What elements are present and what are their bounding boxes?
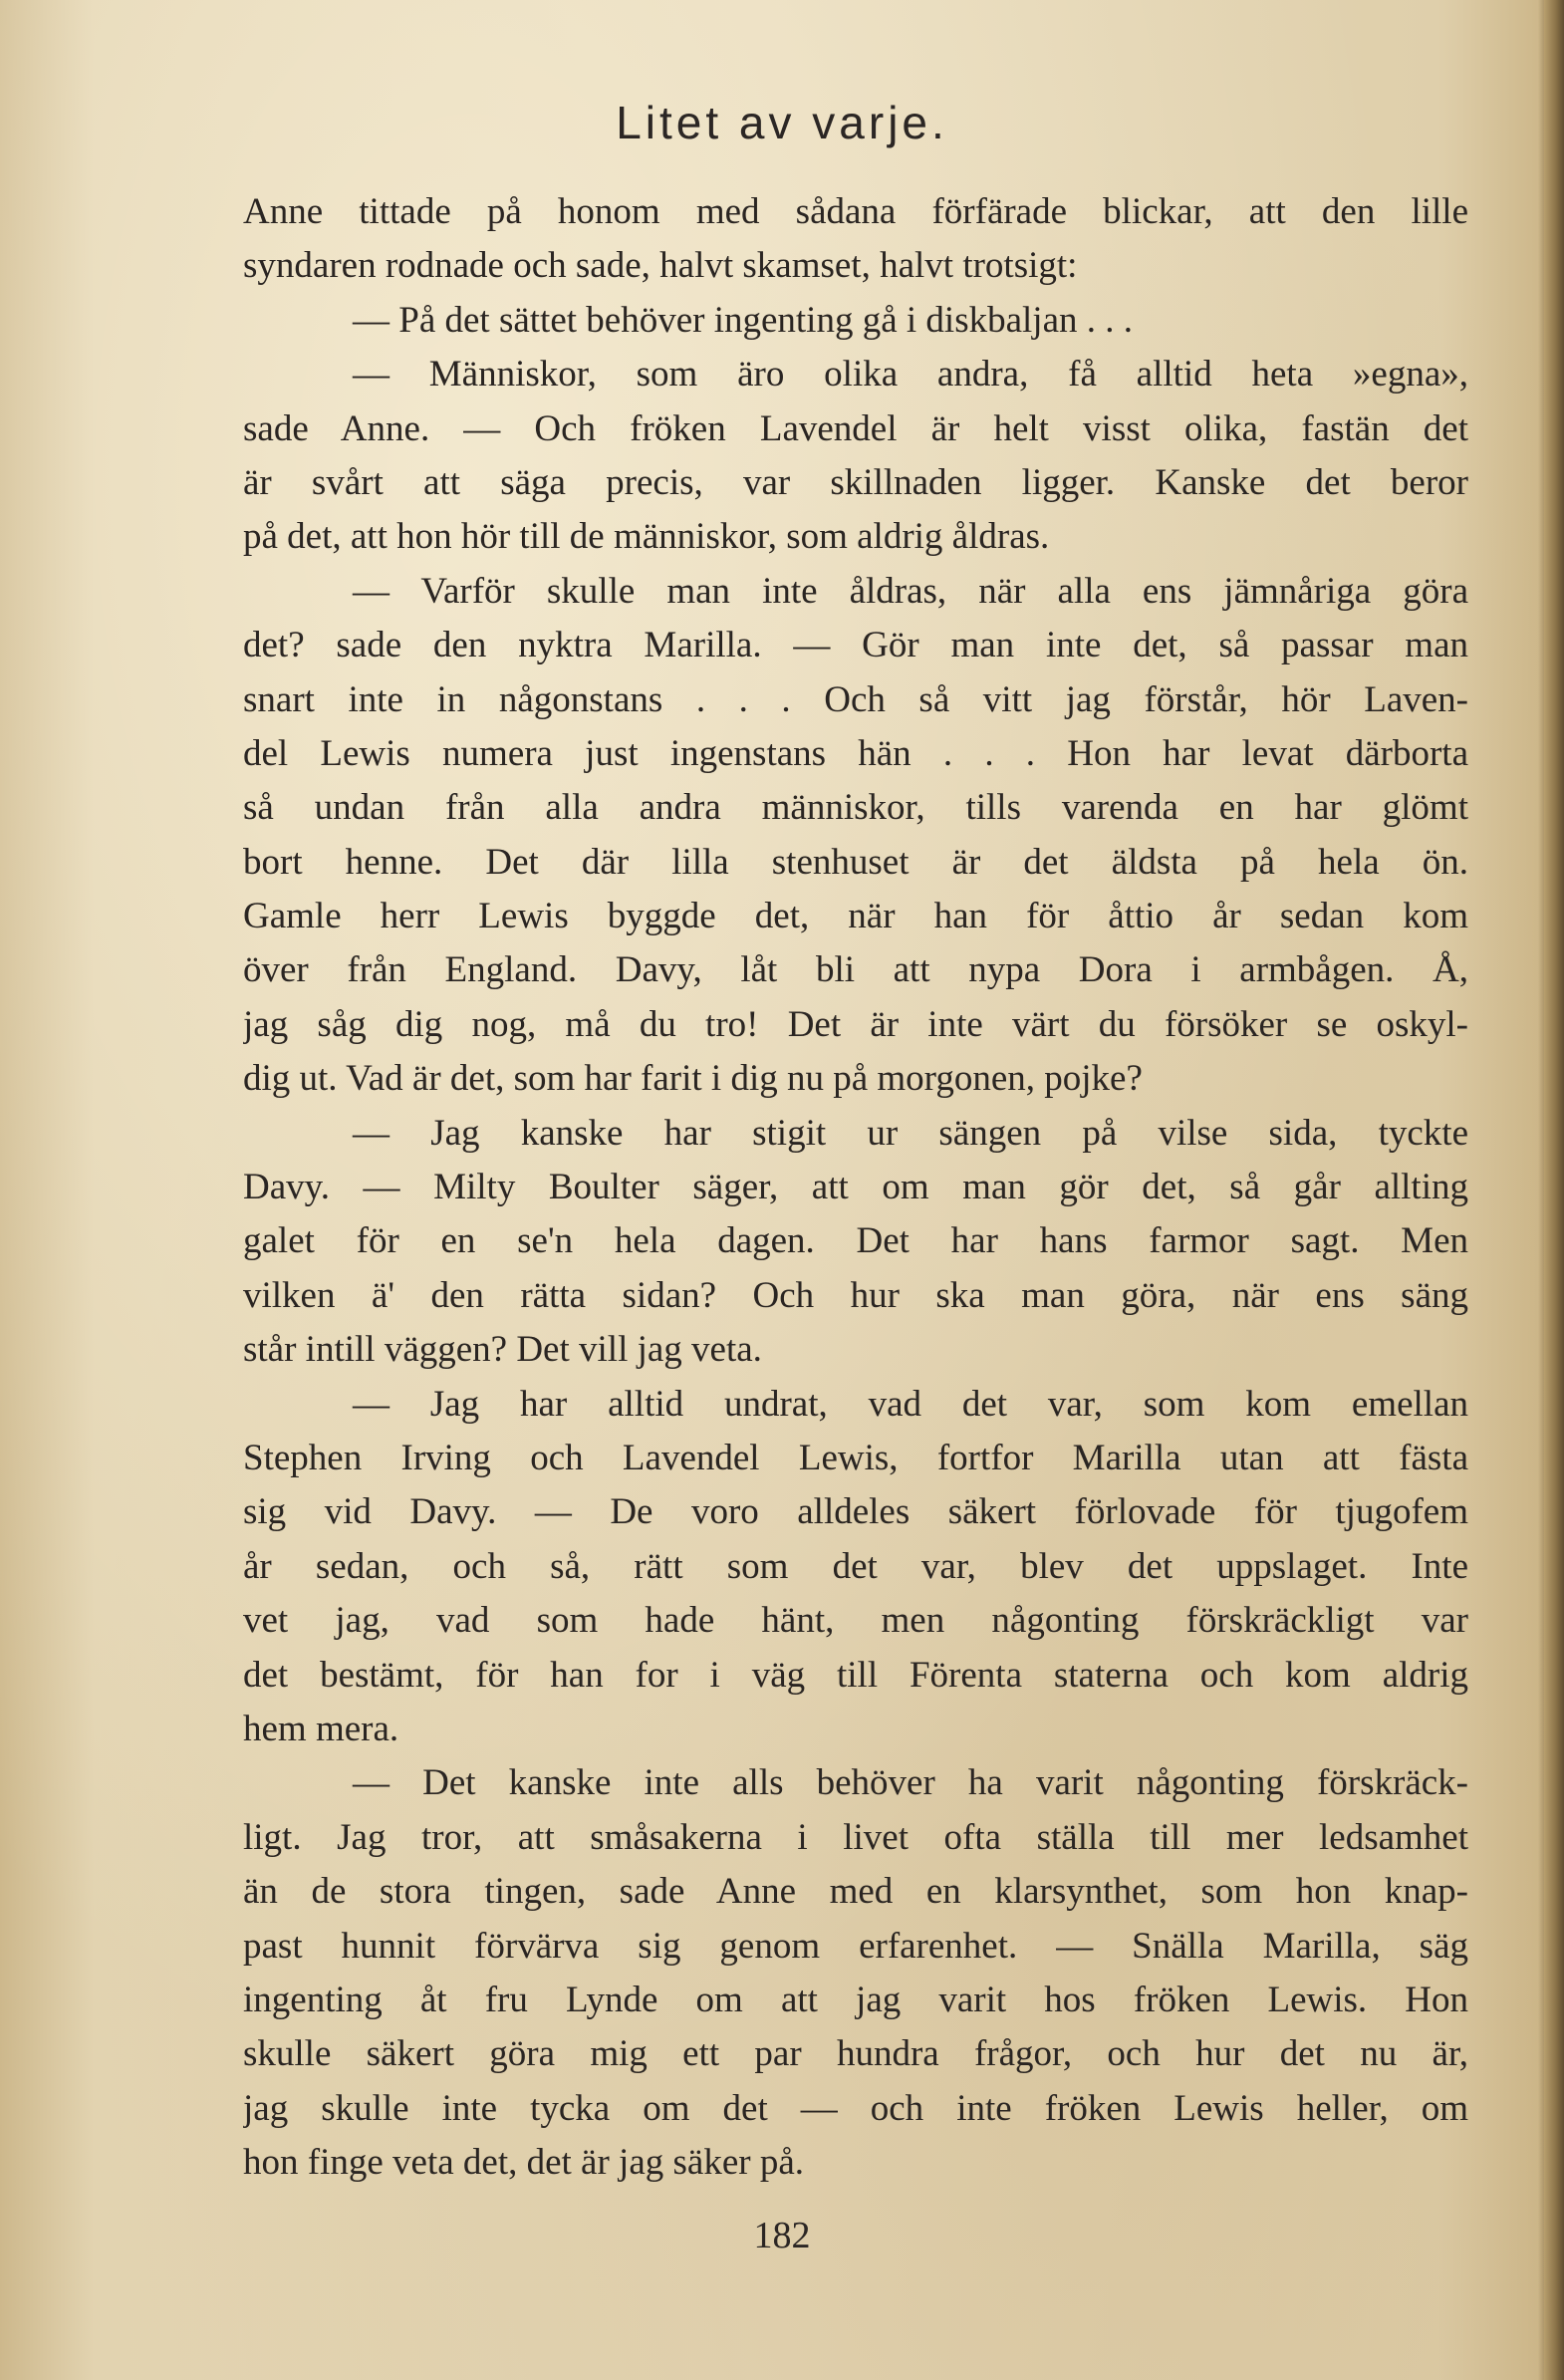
text-line: del Lewis numera just ingenstans hän . . . Hon har levat därborta (243, 732, 1468, 774)
text-line: galet för en se'n hela dagen. Det har hans farmor sagt. Men (243, 1220, 1468, 1262)
text-line: past hunnit förvärva sig genom erfarenhet. — Snälla Marilla, säg (243, 1925, 1468, 1967)
page-number: 182 (753, 2215, 811, 2256)
text-line: dig ut. Vad är det, som har farit i dig nu på morgonen, pojke? (243, 1058, 1143, 1100)
page-edge (1544, 0, 1564, 2380)
text-line: på det, att hon hör till de människor, som aldrig åldras. (243, 516, 1050, 558)
text-line: över från England. Davy, låt bli att nypa Dora i armbågen. Å, (243, 949, 1468, 991)
text-line: — Varför skulle man inte åldras, när alla ens jämnåriga göra (353, 570, 1468, 612)
text-line: hem mera. (243, 1708, 399, 1749)
text-line: vilken ä' den rätta sidan? Och hur ska man göra, när ens säng (243, 1274, 1468, 1316)
text-line: jag såg dig nog, må du tro! Det är inte värt du försöker se oskyl- (243, 1003, 1468, 1045)
text-line: — Jag kanske har stigit ur sängen på vilse sida, tyckte (353, 1112, 1468, 1154)
text-line: är svårt att säga precis, var skillnaden ligger. Kanske det beror (243, 461, 1468, 503)
body-text (243, 185, 1468, 2190)
text-line: det bestämt, för han for i väg till Förenta staterna och kom aldrig (243, 1654, 1468, 1696)
text-line: syndaren rodnade och sade, halvt skamset, halvt trotsigt: (243, 245, 1078, 287)
text-line: sig vid Davy. — De voro alldeles säkert förlovade för tjugofem (243, 1491, 1468, 1533)
text-line: vet jag, vad som hade hänt, men någonting förskräckligt var (243, 1600, 1468, 1642)
text-line: än de stora tingen, sade Anne med en klarsynthet, som hon knap- (243, 1871, 1468, 1913)
text-line: skulle säkert göra mig ett par hundra frågor, och hur det nu är, (243, 2033, 1468, 2075)
text-line: hon finge veta det, det är jag säker på. (243, 2142, 804, 2184)
text-line: snart inte in någonstans . . . Och så vitt jag förstår, hör Laven- (243, 678, 1468, 720)
text-line: bort henne. Det där lilla stenhuset är det äldsta på hela ön. (243, 841, 1468, 883)
text-line: sade Anne. — Och fröken Lavendel är helt visst olika, fastän det (243, 407, 1468, 449)
text-line: Anne tittade på honom med sådana förfärade blickar, att den lille (243, 191, 1468, 232)
text-line: så undan från alla andra människor, tills varenda en har glömt (243, 787, 1468, 829)
text-line: Gamle herr Lewis byggde det, när han för åttio år sedan kom (243, 896, 1468, 937)
text-line: — På det sättet behöver ingenting gå i diskbaljan . . . (353, 299, 1133, 341)
text-line: år sedan, och så, rätt som det var, blev det uppslaget. Inte (243, 1545, 1468, 1587)
text-line: — Det kanske inte alls behöver ha varit någonting förskräck- (353, 1762, 1468, 1804)
text-line: — Människor, som äro olika andra, få alltid heta »egna», (353, 354, 1468, 396)
running-head: Litet av varje. (616, 97, 948, 148)
text-line: Stephen Irving och Lavendel Lewis, fortfor Marilla utan att fästa (243, 1437, 1468, 1478)
text-line: står intill väggen? Det vill jag veta. (243, 1329, 762, 1371)
text-line: Davy. — Milty Boulter säger, att om man gör det, så går allting (243, 1167, 1468, 1208)
text-line: det? sade den nyktra Marilla. — Gör man inte det, så passar man (243, 625, 1468, 666)
text-line: ingenting åt fru Lynde om att jag varit hos fröken Lewis. Hon (243, 1979, 1468, 2020)
text-line: jag skulle inte tycka om det — och inte fröken Lewis heller, om (243, 2087, 1468, 2129)
text-line: ligt. Jag tror, att småsakerna i livet ofta ställa till mer ledsamhet (243, 1816, 1468, 1858)
text-line: — Jag har alltid undrat, vad det var, som kom emellan (353, 1383, 1468, 1425)
